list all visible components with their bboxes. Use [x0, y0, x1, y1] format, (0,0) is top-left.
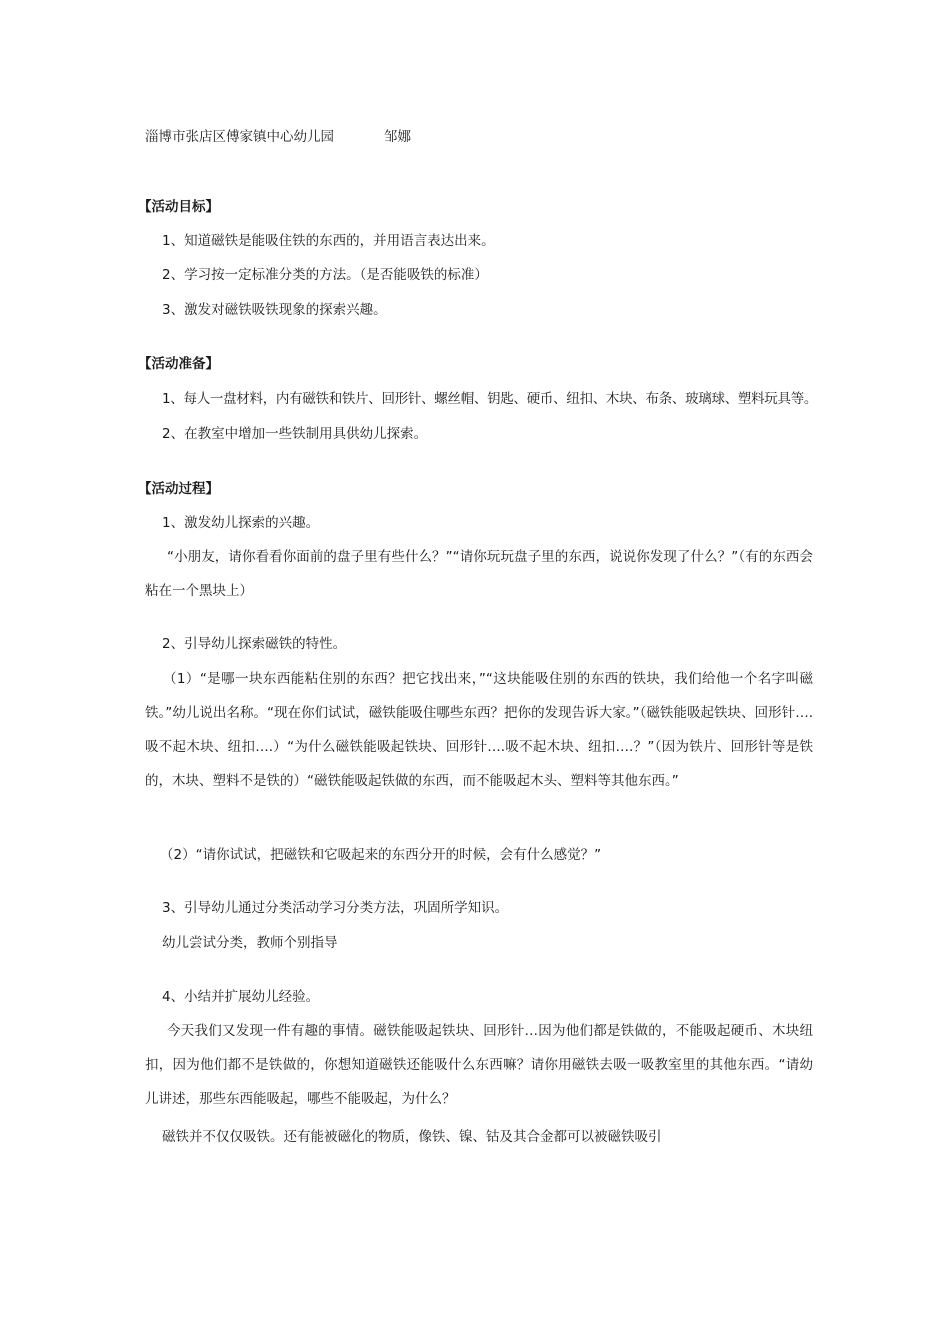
goal-item-2: 2、学习按一定标准分类的方法。（是否能吸铁的标准）	[162, 267, 488, 283]
step2-title: 2、引导幼儿探索磁铁的特性。	[162, 636, 347, 652]
step1-title: 1、激发幼儿探索的兴趣。	[162, 515, 320, 531]
process-heading: 【活动过程】	[138, 481, 219, 497]
step4-paragraph-2: 磁铁并不仅仅吸铁。还有能被磁化的物质，像铁、镍、钴及其合金都可以被磁铁吸引	[162, 1129, 662, 1145]
step2-paragraph-2: （2）“请你试试，把磁铁和它吸起来的东西分开的时候，会有什么感觉？”	[160, 847, 602, 863]
prep-item-1: 1、每人一盘材料，内有磁铁和铁片、回形针、螺丝帽、钥匙、硬币、纽扣、木块、布条、玻璃球、塑料玩具等。	[162, 391, 818, 407]
author-line	[145, 127, 810, 147]
step4-title: 4、小结并扩展幼儿经验。	[162, 989, 320, 1005]
step1-text: “小朋友，请你看看你面前的盘子里有些什么？”“请你玩玩盘子里的东西，说说你发现了什么？”（有的东西会粘在一个黑块上）	[145, 549, 813, 599]
author-name: 邹娜	[384, 129, 411, 145]
step3-title: 3、引导幼儿通过分类活动学习分类方法，巩固所学知识。	[162, 900, 509, 916]
goal-item-3: 3、激发对磁铁吸铁现象的探索兴趣。	[162, 302, 387, 318]
step4-paragraph-1: 今天我们又发现一件有趣的事情。磁铁能吸起铁块、回形针…因为他们都是铁做的，不能吸起硬币、木块纽扣，因为他们都不是铁做的，你想知道磁铁还能吸什么东西嘛？请你用磁铁去吸一吸教室里的其他东西。“请幼儿讲述，那些东西能吸起，哪些不能吸起，为什么？	[145, 1023, 813, 1107]
goals-heading: 【活动目标】	[138, 199, 219, 215]
goal-item-1: 1、知道磁铁是能吸住铁的东西的，并用语言表达出来。	[162, 233, 495, 249]
prep-item-2: 2、在教室中增加一些铁制用具供幼儿探索。	[162, 426, 428, 442]
step3-text: 幼儿尝试分类，教师个别指导	[162, 935, 338, 951]
prep-heading: 【活动准备】	[138, 356, 219, 372]
step2-paragraph-1: （1）“是哪一块东西能粘住别的东西？把它找出来，”“这块能吸住别的东西的铁块，我们给他一个名字叫磁铁。”幼儿说出名称。“现在你们试试，磁铁能吸住哪些东西？把你的发现告诉大家。”（磁铁能吸起铁块、回形针….吸不起木块、纽扣….）“为什么磁铁能吸起铁块、回形针….吸不起木块、纽扣….？”（因为铁片、回形针等是铁的，木块、塑料不是铁的）“磁铁能吸起铁做的东西，而不能吸起木头、塑料等其他东西。”	[145, 671, 813, 789]
school-name: 淄博市张店区傅家镇中心幼儿园	[145, 129, 334, 145]
